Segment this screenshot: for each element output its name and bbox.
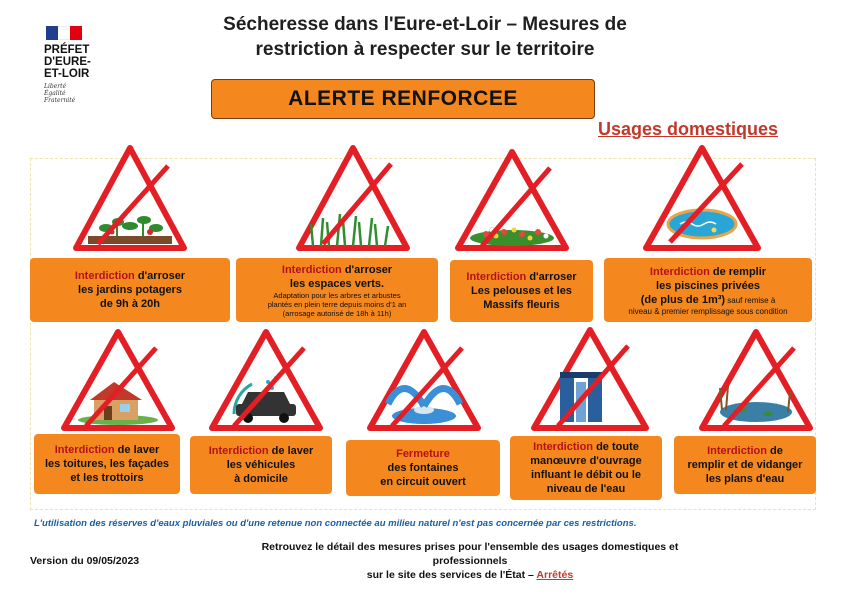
measure-keyword: Interdiction [466, 271, 527, 283]
measure-detail: niveau & premier remplissage sous condition [628, 306, 788, 316]
measure-text: en circuit ouvert [380, 476, 466, 488]
measure-detail: Adaptation pour les arbres et arbustes [273, 290, 401, 300]
measure-box-green-spaces [236, 258, 438, 322]
measure-keyword: Interdiction [281, 263, 342, 276]
measure-text: d'arroser [526, 271, 577, 283]
garden-vegetables-icon [70, 142, 190, 254]
measure-detail: plantés en plein terre depuis moins d'1 an [267, 299, 407, 309]
measure-keyword: Interdiction [533, 441, 594, 453]
measure-keyword: Fermeture [396, 448, 450, 460]
measure-text: influant le débit ou le [531, 469, 641, 481]
measure-text: remplir et de vidanger [687, 459, 803, 471]
pond-icon [696, 326, 816, 434]
measure-text: de 9h à 20h [100, 298, 160, 310]
title-line-2: restriction à respecter sur le territoire [255, 39, 595, 60]
measure-keyword: Interdiction [707, 445, 767, 457]
measure-detail: (arrosage autorisé de 18h à 11h) [282, 308, 392, 318]
flower-bed-icon [452, 146, 572, 254]
logo-line: D'EURE- [44, 56, 91, 68]
motto-line: Liberté [44, 83, 67, 90]
measure-box-roofs [34, 434, 180, 494]
prefecture-logo [44, 26, 114, 104]
measure-keyword: Interdiction [208, 445, 269, 457]
grass-icon [293, 142, 413, 254]
measure-text: Massifs fleuris [483, 299, 560, 311]
measure-text: de remplir [709, 265, 767, 278]
measure-text: niveau de l'eau [546, 483, 626, 495]
measure-text: et les trottoirs [70, 472, 144, 484]
measure-box-dams [510, 436, 662, 500]
measure-text: Les pelouses et les [471, 285, 572, 297]
measure-text: de laver [114, 444, 160, 456]
measure-keyword: Interdiction [54, 444, 115, 456]
footer-line-1: Retrouvez le détail des mesures prises pour l'ensemble des usages domestiques et professionnels [261, 541, 679, 567]
measure-box-lawns [450, 260, 593, 322]
motto-line: Fraternité [44, 97, 76, 104]
measure-keyword: Interdiction [74, 270, 135, 282]
measure-box-pools [604, 258, 812, 322]
logo-line: ET-LOIR [44, 68, 90, 80]
french-flag-icon [46, 26, 82, 40]
measure-text: des fontaines [387, 462, 459, 474]
rainwater-note: L'utilisation des réserves d'eaux pluviales ou d'une retenue non connectée au milieu naturel n'est pas concernée par ces restrictions. [34, 518, 637, 529]
measure-text: de laver [268, 445, 314, 457]
measure-text: de toute [593, 441, 639, 453]
fountain-icon [364, 326, 484, 434]
footer-line-2: sur le site des services de l'État – [366, 569, 537, 581]
measure-keyword: Interdiction [649, 265, 710, 278]
measure-box-ponds [674, 436, 816, 494]
title-line-1: Sécheresse dans l'Eure-et-Loir – Mesures de [223, 14, 627, 35]
measure-text: les jardins potagers [78, 284, 182, 296]
motto-line: Égalité [44, 90, 66, 97]
page-title [175, 12, 675, 62]
measure-text: manœuvre d'ouvrage [530, 455, 642, 467]
pool-icon [640, 142, 764, 254]
alert-level-banner: ALERTE RENFORCEE [211, 79, 595, 119]
measure-text: les espaces verts. [289, 277, 385, 290]
measure-box-fountains [346, 440, 500, 496]
measure-text: (de plus de 1m³) [640, 293, 726, 306]
measure-text: les véhicules [226, 459, 296, 471]
measure-box-vehicles [190, 436, 332, 494]
car-wash-icon [206, 326, 326, 434]
measure-box-gardens [30, 258, 230, 322]
measure-text: les plans d'eau [705, 473, 785, 485]
dam-icon [528, 324, 652, 434]
measure-detail: sauf remise à [725, 295, 776, 305]
measure-text: les toitures, les façades [44, 458, 170, 470]
measure-text: de [766, 445, 783, 457]
section-title: Usages domestiques [598, 119, 779, 139]
footer-text [240, 540, 700, 582]
measure-text: à domicile [234, 473, 288, 485]
logo-line: PRÉFET [44, 44, 90, 56]
version-date: Version du 09/05/2023 [30, 555, 140, 567]
arretes-link[interactable]: Arrêtés [536, 569, 574, 581]
house-icon [58, 326, 178, 434]
measure-text: d'arroser [134, 270, 186, 282]
measure-text: les piscines privées [656, 279, 760, 292]
measure-text: d'arroser [341, 263, 393, 276]
